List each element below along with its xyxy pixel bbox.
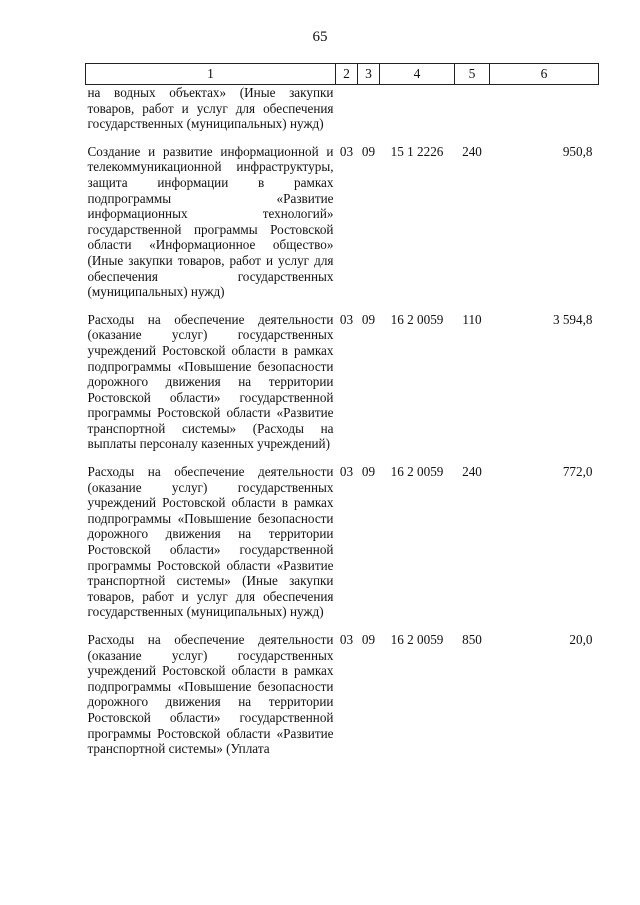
row-expense-type: 240: [462, 143, 482, 159]
row-amount: 772,0: [562, 464, 593, 480]
row-expense-type: 850: [462, 632, 482, 647]
header-col-5: 5: [455, 64, 490, 85]
table-row: [86, 312, 599, 452]
row-section: 03: [339, 143, 354, 159]
header-col-1: 1: [86, 64, 336, 85]
row-description: Расходы на обеспечение деятельности (оказание услуг) государственных учреждений Ростовской области в рамках подпрограммы «Повышение безопасности дорожного движения на территории Ростовской области» государственной программы Ростовской области «Развитие транспортной системы» (Расходы на выплаты персоналу казенных учреждений): [87, 311, 334, 452]
header-col-4: 4: [380, 64, 455, 85]
row-section: 03: [339, 311, 354, 327]
row-target-code: [380, 85, 455, 132]
row-spacer: [86, 620, 599, 632]
budget-table: [85, 63, 599, 757]
row-description: на водных объектах» (Иные закупки товаров, работ и услуг для обеспечения государственных (муниципальных) нужд): [87, 85, 334, 132]
row-expense-type: 110: [462, 311, 482, 327]
row-spacer: [86, 132, 599, 144]
row-target-code: 16 2 0059: [390, 311, 444, 327]
row-expense-type: [455, 85, 490, 132]
row-subsection: 09: [361, 311, 376, 327]
row-subsection: 09: [361, 143, 376, 159]
row-spacer: [86, 452, 599, 464]
row-subsection: 09: [361, 464, 376, 480]
table-row: [86, 85, 599, 132]
row-description: Создание и развитие информационной и телекоммуникационной инфраструктуры, защита информации в рамках подпрограммы «Развитие информационных технологий» государственной программы Ростовской области «Информационное общество» (Иные закупки товаров, работ и услуг для обеспечения государственных (муниципальных) нужд): [87, 143, 334, 300]
table-row: [86, 464, 599, 620]
row-target-code: 16 2 0059: [390, 632, 444, 647]
row-description: Расходы на обеспечение деятельности (оказание услуг) государственных учреждений Ростовской области в рамках подпрограммы «Повышение безопасности дорожного движения на территории Ростовской области» государственной программы Ростовской области «Развитие транспортной системы» (Уплата: [87, 632, 334, 757]
row-amount: 950,8: [562, 143, 593, 159]
row-subsection: [358, 85, 380, 132]
header-col-6: 6: [490, 64, 599, 85]
row-target-code: 16 2 0059: [390, 464, 444, 480]
row-description: Расходы на обеспечение деятельности (оказание услуг) государственных учреждений Ростовской области в рамках подпрограммы «Повышение безопасности дорожного движения на территории Ростовской области» государственной программы Ростовской области «Развитие транспортной системы» (Иные закупки товаров, работ и услуг для обеспечения государственных (муниципальных) нужд): [87, 464, 334, 620]
row-amount: [490, 85, 599, 132]
row-section: 03: [339, 632, 354, 647]
row-section: [336, 85, 358, 132]
row-subsection: 09: [361, 632, 376, 647]
table-header-row: [86, 64, 599, 85]
budget-table-container: [85, 63, 599, 757]
page-number: 65: [312, 29, 328, 45]
row-spacer: [86, 300, 599, 312]
row-expense-type: 240: [462, 464, 482, 480]
row-amount: 20,0: [569, 632, 593, 647]
table-row: [86, 144, 599, 300]
table-row: [86, 632, 599, 757]
header-col-2: 2: [336, 64, 358, 85]
header-col-3: 3: [358, 64, 380, 85]
row-target-code: 15 1 2226: [390, 143, 444, 159]
row-amount: 3 594,8: [552, 311, 593, 327]
row-section: 03: [339, 464, 354, 480]
